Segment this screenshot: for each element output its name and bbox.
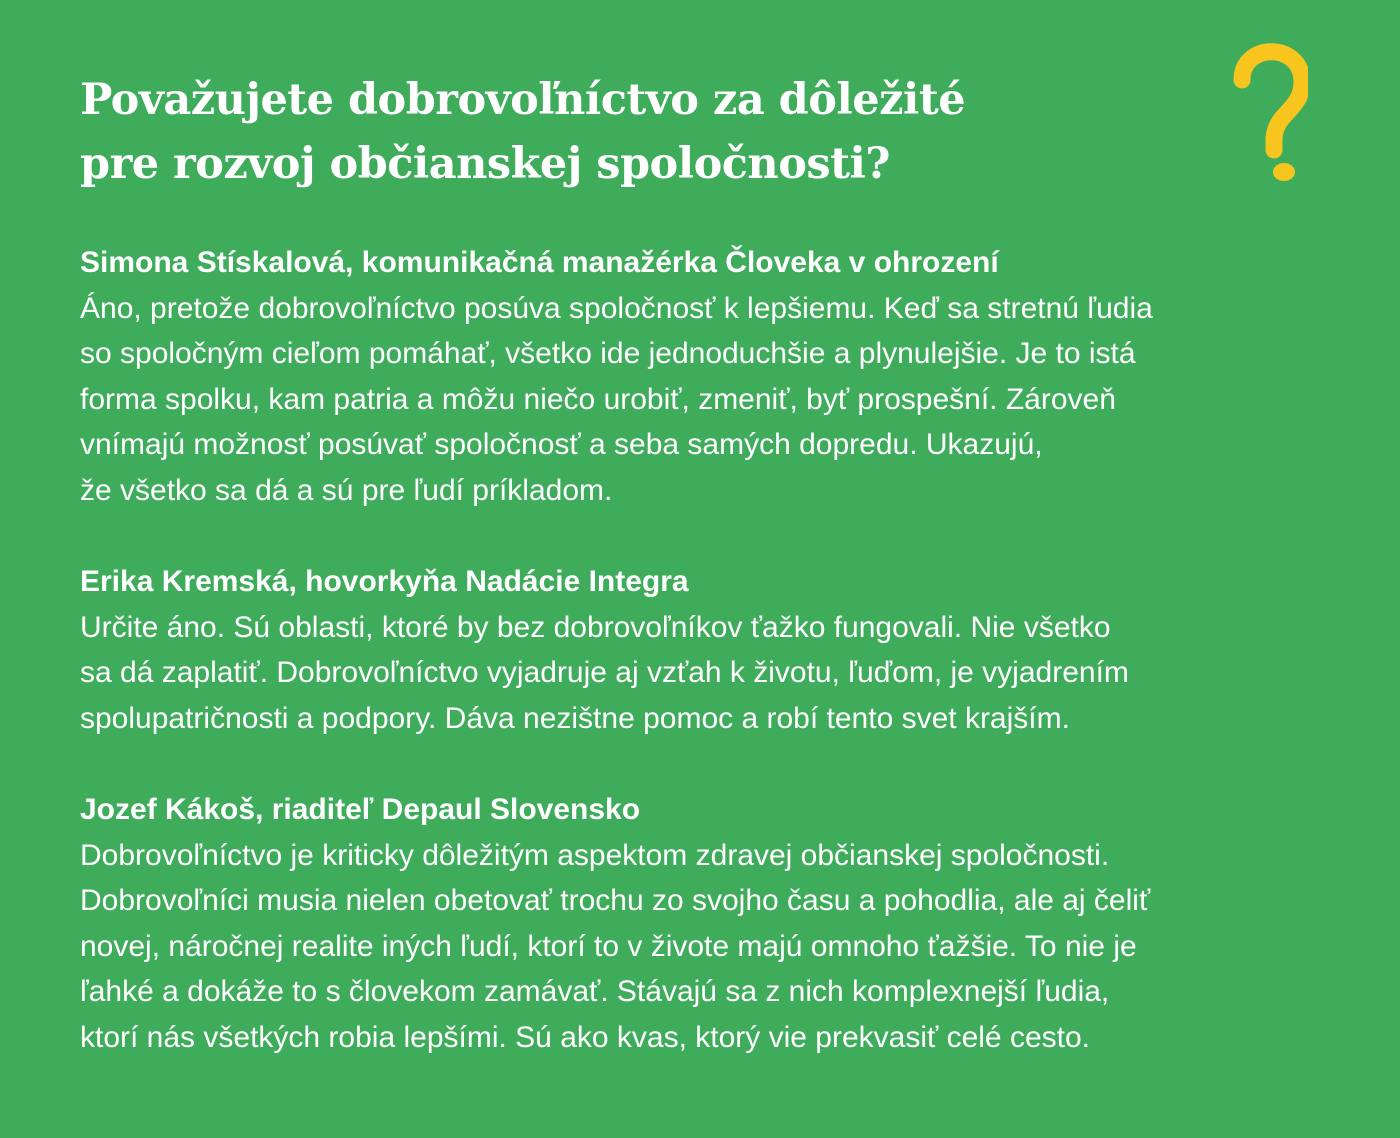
title-line: pre rozvoj občianskej spoločnosti? (80, 139, 890, 189)
answer-text-line: Áno, pretože dobrovoľníctvo posúva spoločnosť k lepšiemu. Keď sa stretnú ľudia (80, 291, 1153, 325)
answer-text-line: novej, náročnej realite iných ľudí, ktorí to v živote majú omnoho ťažšie. To nie je (80, 929, 1137, 963)
answer-text-line: so spoločným cieľom pomáhať, všetko ide jednoduchšie a plynulejšie. Je to istá (80, 337, 1136, 370)
question-mark-icon (1228, 38, 1308, 188)
answer-author: Simona Stískalová, komunikačná manažérka Človeka v ohrození (80, 246, 999, 279)
answer-author: Jozef Kákoš, riaditeľ Depaul Slovensko (80, 793, 641, 826)
answer-text-line: že všetko sa dá a sú pre ľudí príkladom. (80, 473, 613, 507)
answer-text-line: sa dá zaplatiť. Dobrovoľníctvo vyjadruje aj vzťah k životu, ľuďom, je vyjadrením (80, 656, 1129, 689)
answer-block (80, 787, 1340, 1060)
answer-text-line: Dobrovoľníctvo je kriticky dôležitým aspektom zdravej občianskej spoločnosti. (80, 838, 1110, 872)
title-line: Považujete dobrovoľníctvo za dôležité (80, 75, 966, 125)
answer-author: Erika Kremská, hovorkyňa Nadácie Integra (80, 565, 689, 598)
answer-text-line: spolupatričnosti a podpory. Dáva nezištne pomoc a robí tento svet krajším. (80, 701, 1070, 735)
answer-text-line: Dobrovoľníci musia nielen obetovať trochu zo svojho času a pohodlia, ale aj čeliť (80, 884, 1151, 917)
answer-block (80, 559, 1340, 741)
answer-text-line: ľahké a dokáže to s človekom zamávať. Stávajú sa z nich komplexnejší ľudia, (80, 975, 1110, 1008)
answer-text-line: Určite áno. Sú oblasti, ktoré by bez dobrovoľníkov ťažko fungovali. Nie všetko (80, 610, 1111, 644)
answer-text-line: forma spolku, kam patria a môžu niečo urobiť, zmeniť, byť prospešní. Zároveň (80, 382, 1116, 416)
answer-text-line: ktorí nás všetkých robia lepšími. Sú ako kvas, ktorý vie prekvasiť celé cesto. (80, 1020, 1090, 1054)
page-title (80, 68, 1180, 196)
answer-block (80, 240, 1340, 513)
answers-list (80, 240, 1340, 1060)
answer-text-line: vnímajú možnosť posúvať spoločnosť a seba samých dopredu. Ukazujú, (80, 428, 1043, 461)
